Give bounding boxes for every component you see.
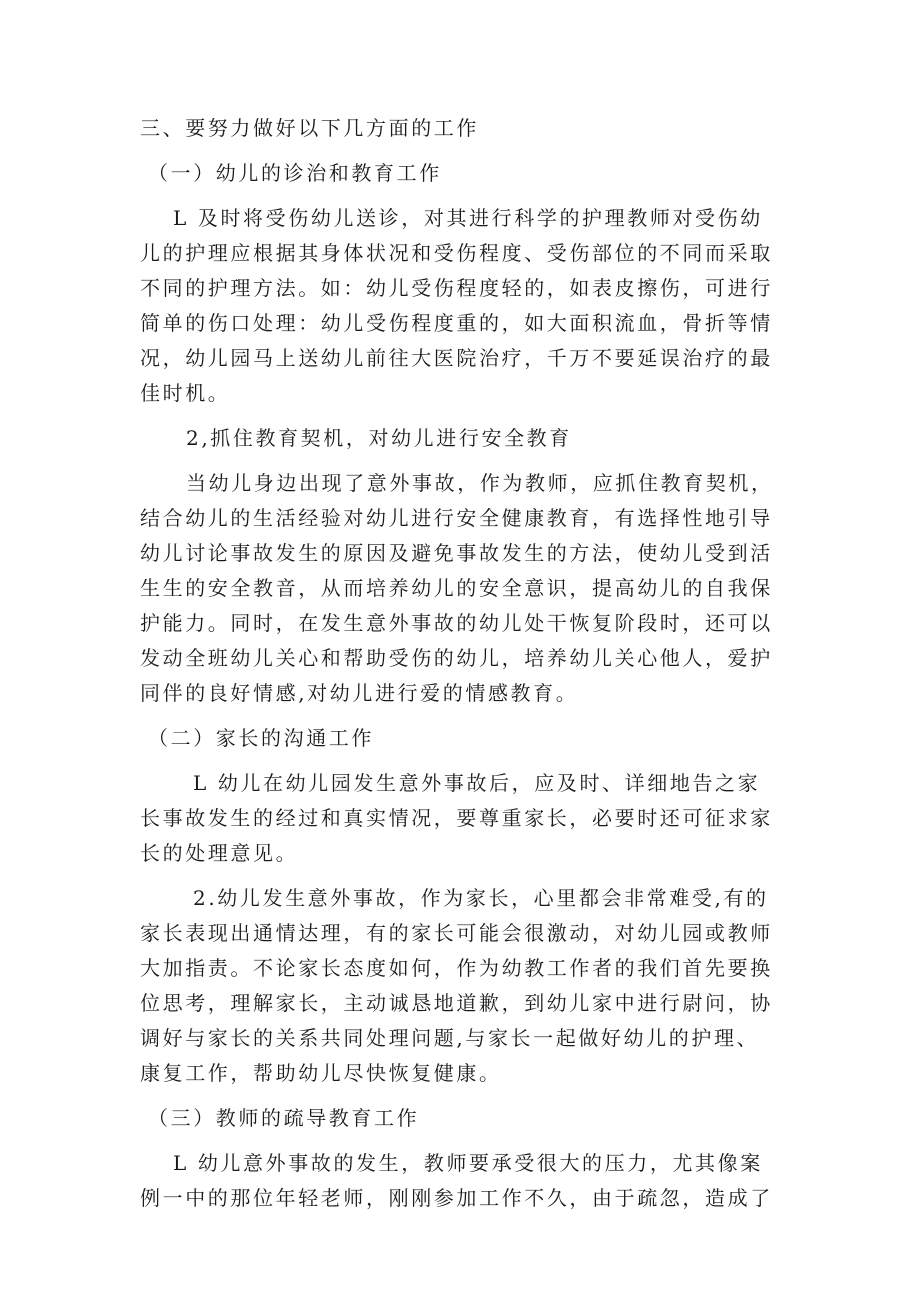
- paragraph-line: 当幼儿身边出现了意外事故，作为教师，应抓住教育契机，: [186, 471, 774, 495]
- paragraph-line: 况，幼儿园马上送幼儿前往大医院治疗，千万不要延误治疗的最: [140, 346, 773, 370]
- paragraph-line: 长事故发生的经过和真实情况，要尊重家长，必要时还可征求家: [140, 806, 773, 830]
- paragraph-line: 调好与家长的关系共同处理问题,与家长一起做好幼儿的护理、: [140, 1026, 760, 1050]
- paragraph-line: L 幼儿在幼儿园发生意外事故后，应及时、详细地告之家: [193, 771, 761, 795]
- section-title: （二）家长的沟通工作: [148, 726, 374, 750]
- paragraph-line: 佳时机。: [140, 381, 231, 405]
- paragraph-line: 护能力。同时，在发生意外事故的幼儿处干恢复阶段时，还可以: [140, 611, 773, 635]
- section-title: （三）教师的疏导教育工作: [148, 1106, 420, 1130]
- paragraph-line: 同伴的良好情感,对幼儿进行爱的情感教育。: [140, 681, 579, 705]
- paragraph-line: 不同的护理方法。如：幼儿受伤程度轻的，如表皮擦伤，可进行: [140, 276, 773, 300]
- paragraph-line: L 及时将受伤幼儿送诊，对其进行科学的护理教师对受伤幼: [173, 206, 763, 230]
- section-heading: 三、要努力做好以下几方面的工作: [140, 116, 479, 140]
- paragraph-line: 发动全班幼儿关心和帮助受伤的幼儿，培养幼儿关心他人，爱护: [140, 646, 773, 670]
- paragraph-line: 结合幼儿的生活经验对幼儿进行安全健康教育，有选择性地引导: [140, 506, 773, 530]
- paragraph-line: 位思考，理解家长，主动诚恳地道歉，到幼儿家中进行尉问，协: [140, 991, 773, 1015]
- paragraph-line: 儿的护理应根据其身体状况和受伤程度、受伤部位的不同而采取: [140, 241, 773, 265]
- paragraph-line: L 幼儿意外事故的发生，教师要承受很大的压力，尤其像案: [173, 1151, 763, 1175]
- paragraph-line: 幼儿讨论事故发生的原因及避免事故发生的方法，使幼儿受到活: [140, 541, 773, 565]
- paragraph-line: 例一中的那位年轻老师，刚刚参加工作不久，由于疏忽，造成了: [140, 1186, 773, 1210]
- subsection-title: 2,抓住教育契机，对幼儿进行安全教育: [186, 426, 572, 450]
- paragraph-line: 生生的安全教音，从而培养幼儿的安全意识，提高幼儿的自我保: [140, 576, 773, 600]
- paragraph-line: 康复工作，帮助幼儿尽快恢复健康。: [140, 1061, 502, 1085]
- paragraph-line: 长的处理意见。: [140, 841, 299, 865]
- paragraph-line: 简单的伤口处理：幼儿受伤程度重的，如大面积流血，骨折等情: [140, 311, 773, 335]
- paragraph-line: 大加指责。不论家长态度如何，作为幼教工作者的我们首先要换: [140, 956, 773, 980]
- paragraph-line: 家长表现出通情达理，有的家长可能会很激动，对幼儿园或教师: [140, 921, 773, 945]
- section-title: （一）幼儿的诊治和教育工作: [148, 161, 442, 185]
- paragraph-line: 2.幼儿发生意外事故，作为家长，心里都会非常难受,有的: [193, 886, 769, 910]
